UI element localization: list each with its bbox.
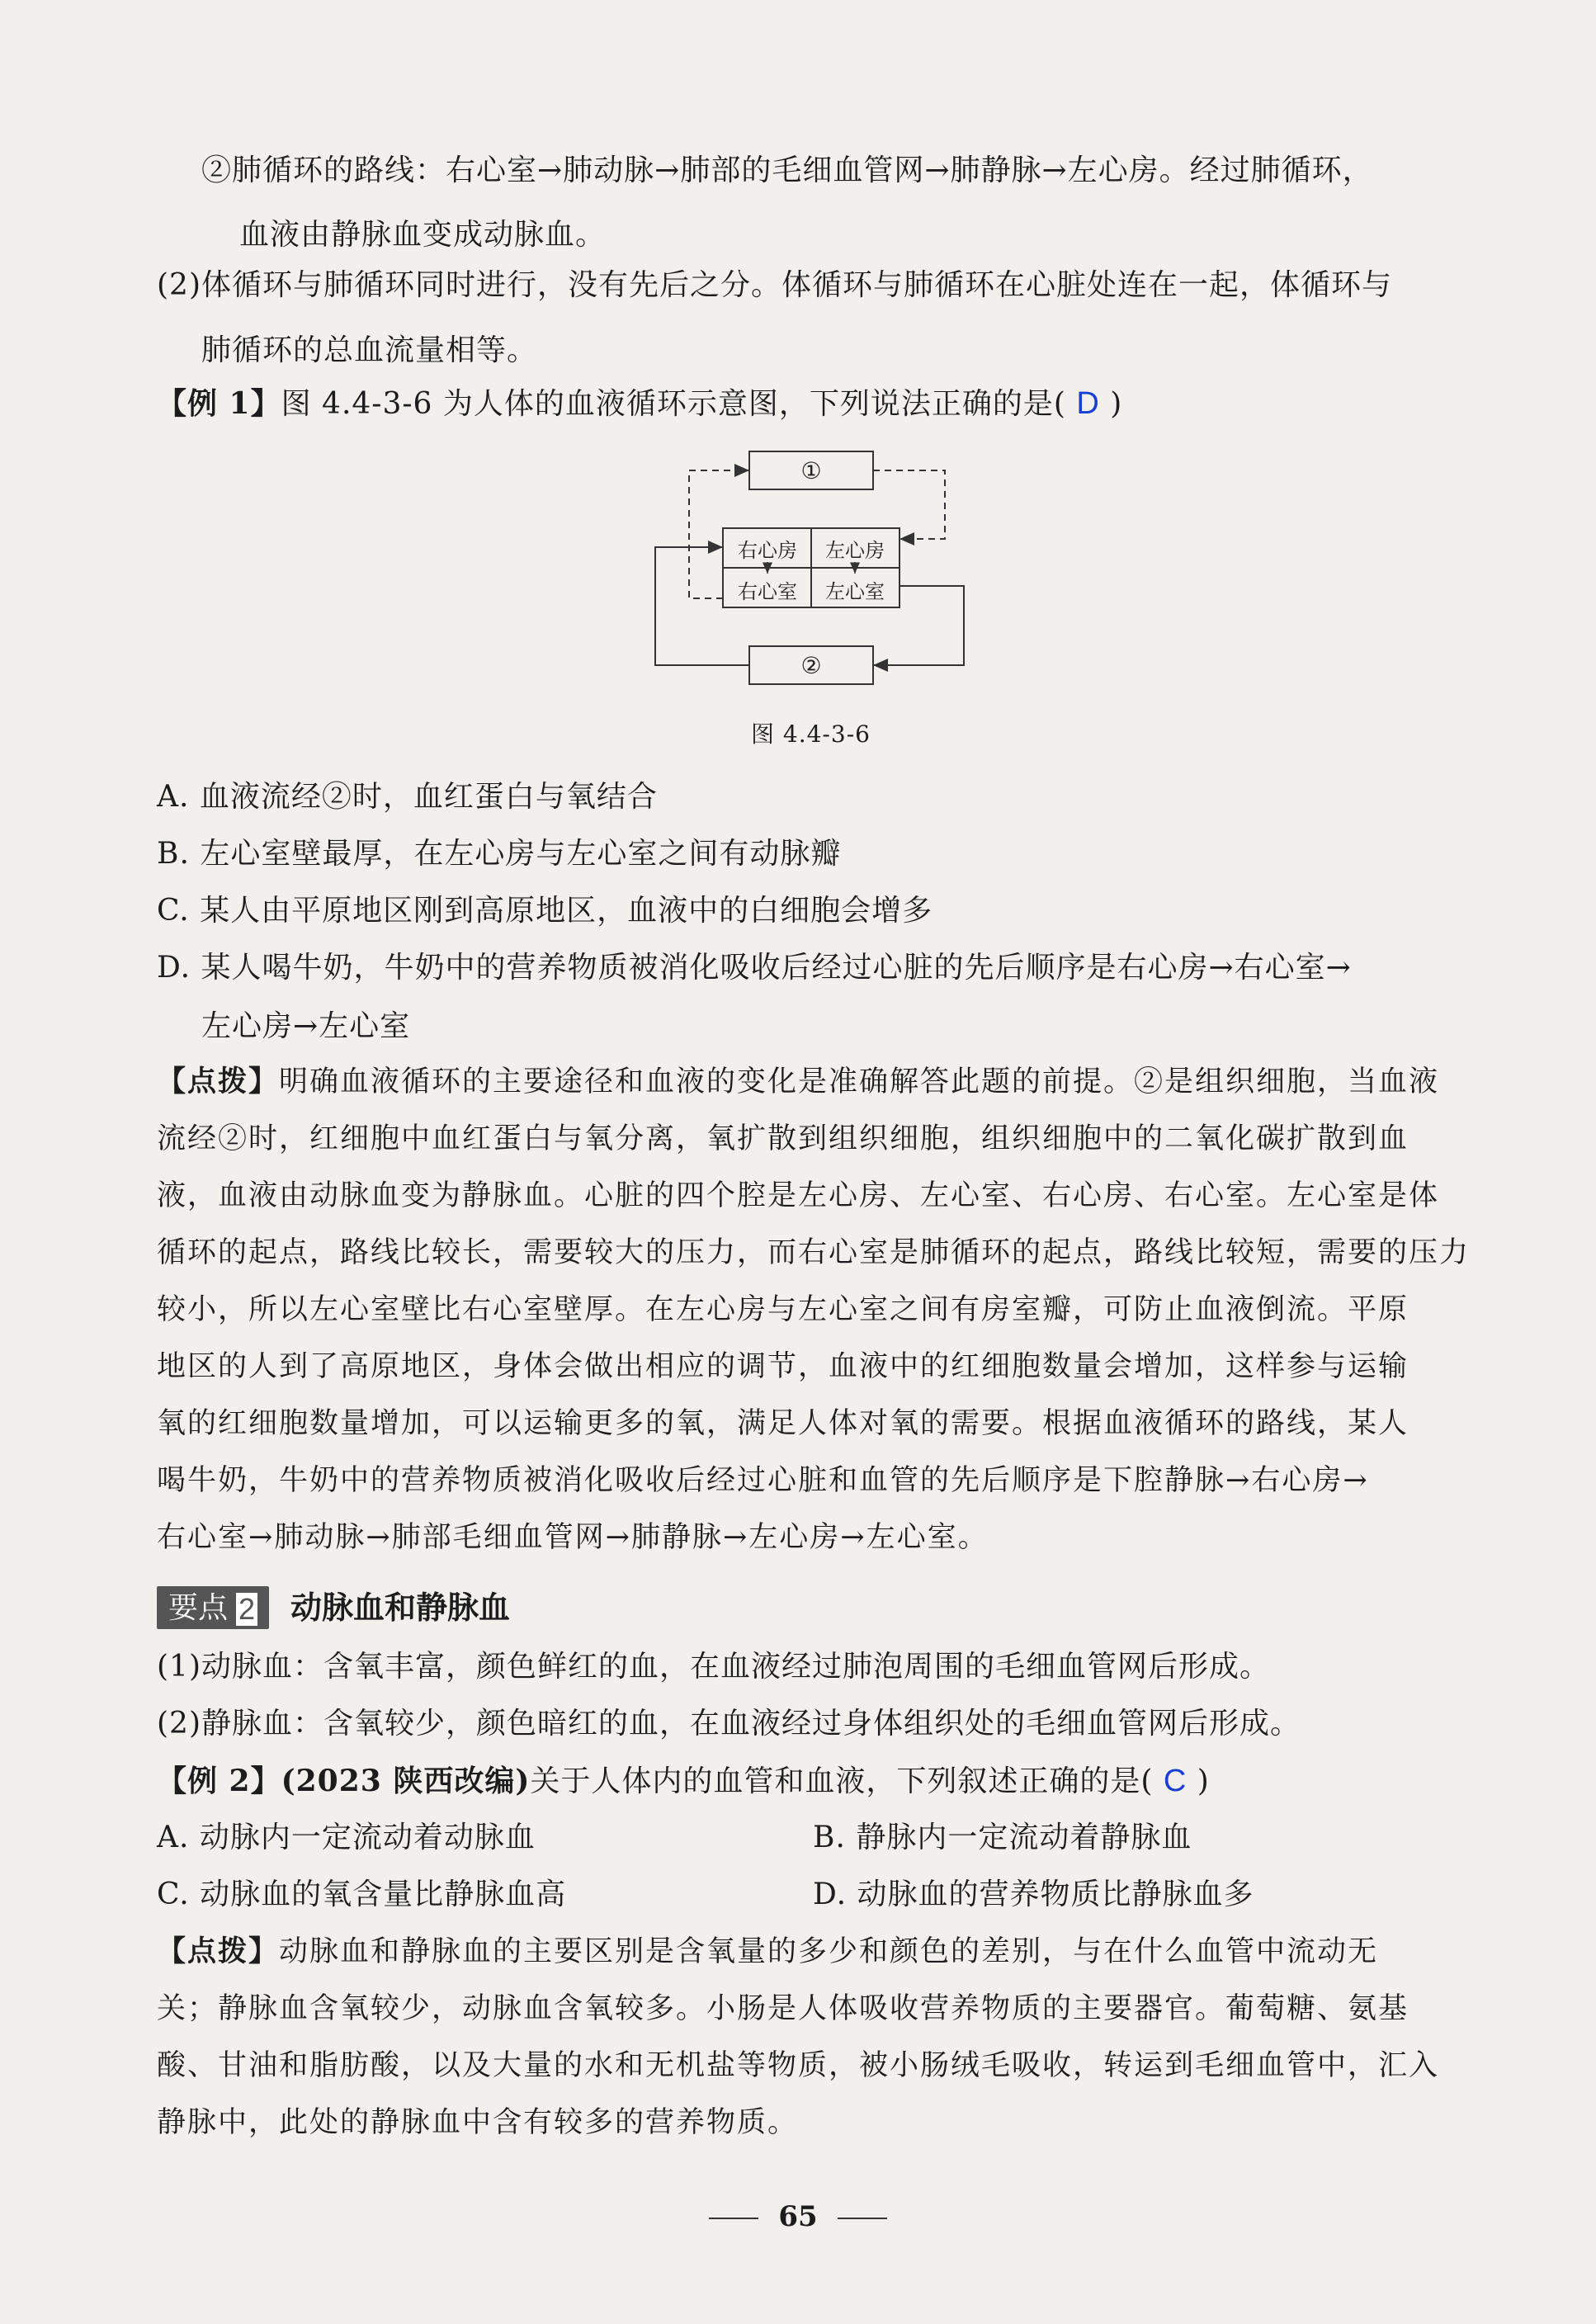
hint-line: 【点拨】动脉血和静脉血的主要区别是含氧量的多少和颜色的差别，与在什么血管中流动无: [157, 1934, 1379, 1968]
text-line: (2)体循环与肺循环同时进行，没有先后之分。体循环与肺循环在心脏处连在一起，体循环与: [157, 268, 1392, 302]
page-number: 65: [778, 2200, 818, 2233]
hint-tag: 【点拨】: [157, 1934, 280, 1968]
text-line: 血液由静脉血变成动脉血。: [239, 218, 607, 252]
text-line: 肺循环的总血流量相等。: [201, 333, 538, 367]
option-a: A. 动脉内一定流动着动脉血: [157, 1821, 536, 1854]
right-ventricle-label: 右心室: [738, 580, 797, 603]
left-atrium-label: 左心房: [825, 539, 885, 562]
box-2-label: ②: [800, 652, 822, 679]
option-d: D. 动脉血的营养物质比静脉血多: [813, 1878, 1254, 1911]
hint-line: 氧的红细胞数量增加，可以运输更多的氧，满足人体对氧的需要。根据血液循环的路线，某人: [157, 1407, 1409, 1440]
hint-line: 【点拨】明确血液循环的主要途径和血液的变化是准确解答此题的前提。②是组织细胞，当血液: [157, 1065, 1440, 1098]
option-b: B. 静脉内一定流动着静脉血: [813, 1821, 1192, 1854]
hint-line: 较小，所以左心室壁比右心室壁厚。在左心房与左心室之间有房室瓣，可防止血液倒流。平原: [157, 1293, 1409, 1326]
example-2-stem: [157, 1761, 1210, 1802]
option-b: B. 左心室壁最厚，在左心房与左心室之间有动脉瓣: [157, 837, 842, 871]
option-d: D. 某人喝牛奶，牛奶中的营养物质被消化吸收后经过心脏的先后顺序是右心房→右心室→: [157, 951, 1352, 985]
blood-circulation-diagram: [644, 442, 974, 697]
option-a: A. 血液流经②时，血红蛋白与氧结合: [157, 780, 658, 814]
example-question: 关于人体内的血管和血液，下列叙述正确的是(: [530, 1764, 1154, 1798]
hint-line: 静脉中，此处的静脉血中含有较多的营养物质。: [157, 2106, 799, 2139]
paren-close: ): [1110, 387, 1123, 421]
example-tag: 【例 1】: [157, 386, 281, 421]
example-tag: 【例 2】: [157, 1764, 281, 1798]
hint-line: 地区的人到了高原地区，身体会做出相应的调节，血液中的红细胞数量会增加，这样参与运输: [157, 1350, 1409, 1383]
section-number: 2: [236, 1593, 257, 1626]
text-line: ②肺循环的路线：右心室→肺动脉→肺部的毛细血管网→肺静脉→左心房。经过肺循环，: [201, 154, 1373, 187]
left-ventricle-label: 左心室: [825, 580, 885, 603]
answer-mark: D: [1076, 386, 1100, 421]
paren-close: ): [1197, 1764, 1210, 1798]
option-c: C. 动脉血的氧含量比静脉血高: [157, 1878, 567, 1911]
hint-line: 喝牛奶，牛奶中的营养物质被消化吸收后经过心脏和血管的先后顺序是下腔静脉→右心房→: [157, 1464, 1369, 1497]
example-question: 图 4.4-3-6 为人体的血液循环示意图，下列说法正确的是(: [281, 387, 1066, 421]
definition-line: (2)静脉血：含氧较少，颜色暗红的血，在血液经过身体组织处的毛细血管网后形成。: [157, 1707, 1301, 1741]
definition-line: (1)动脉血：含氧丰富，颜色鲜红的血，在血液经过肺泡周围的毛细血管网后形成。: [157, 1650, 1270, 1684]
section-badge: 要点 2: [157, 1586, 269, 1629]
example-source: (2023 陕西改编): [281, 1764, 531, 1798]
hint-line: 流经②时，红细胞中血红蛋白与氧分离，氧扩散到组织细胞，组织细胞中的二氧化碳扩散到血: [157, 1122, 1409, 1155]
hint-line: 酸、甘油和脂肪酸，以及大量的水和无机盐等物质，被小肠绒毛吸收，转运到毛细血管中，汇入: [157, 2049, 1440, 2082]
section-title: 动脉血和静脉血: [290, 1589, 511, 1626]
hint-tag: 【点拨】: [157, 1065, 280, 1098]
option-c: C. 某人由平原地区刚到高原地区，血液中的白细胞会增多: [157, 894, 933, 928]
hint-line: 关；静脉血含氧较少，动脉血含氧较多。小肠是人体吸收营养物质的主要器官。葡萄糖、氨基: [157, 1992, 1409, 2025]
hint-line: 液，血液由动脉血变为静脉血。心脏的四个腔是左心房、左心室、右心房、右心室。左心室是体: [157, 1179, 1440, 1212]
example-1-stem: [157, 384, 1122, 424]
figure-caption: 图 4.4-3-6: [751, 720, 871, 748]
page-footer: [0, 2200, 1596, 2233]
hint-line: 右心室→肺动脉→肺部毛细血管网→肺静脉→左心房→左心室。: [157, 1521, 989, 1554]
right-atrium-label: 右心房: [738, 539, 797, 562]
answer-mark: C: [1163, 1764, 1188, 1798]
hint-line: 循环的起点，路线比较长，需要较大的压力，而右心室是肺循环的起点，路线比较短，需要的压力: [157, 1236, 1471, 1269]
box-1-label: ①: [800, 457, 822, 484]
option-d-cont: 左心房→左心室: [201, 1009, 411, 1043]
